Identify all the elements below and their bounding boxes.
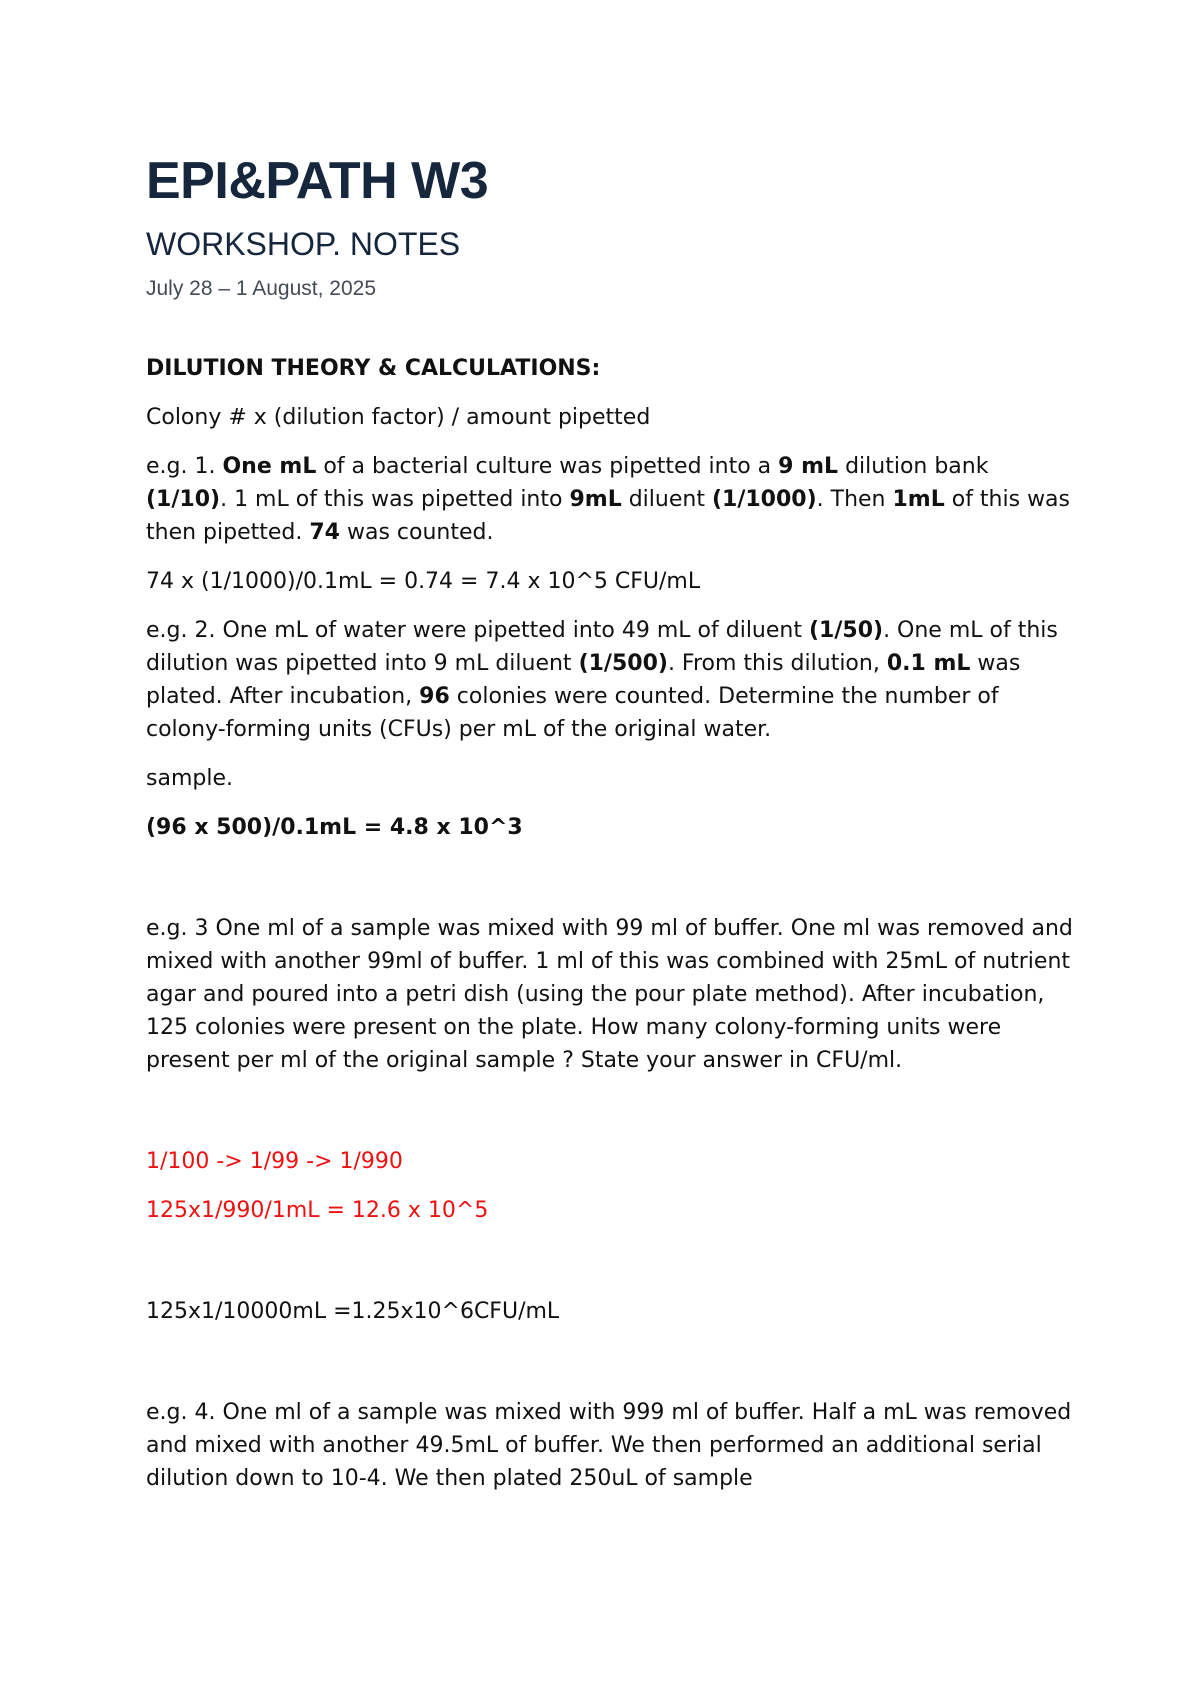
eg2-text: e.g. 2. One mL of water were pipetted into 49 mL of diluent [146, 618, 809, 643]
eg1-text: of a bacterial culture was pipetted into a [316, 454, 779, 479]
example-2-sample: sample. [146, 766, 233, 791]
example-2-paragraph [146, 614, 1076, 746]
eg1-text: was counted. [339, 520, 494, 545]
eg2-text: . From this dilution, [667, 651, 887, 676]
eg1-bold: 9mL [569, 487, 622, 512]
eg2-text: was plated. After incubation, [146, 651, 1021, 709]
eg1-text: e.g. 1. [146, 454, 223, 479]
eg2-bold: (1/50) [808, 618, 884, 643]
eg1-bold: 74 [309, 520, 340, 545]
document-content [146, 150, 1076, 1495]
eg1-text: . 1 mL of this was pipetted into [220, 487, 570, 512]
example-1-paragraph [146, 450, 1076, 549]
document-title: EPI&PATH W3 [146, 152, 489, 210]
eg2-text: . One mL of this dilution was pipetted into 9 mL diluent [146, 618, 1058, 676]
example-3-paragraph: e.g. 3 One ml of a sample was mixed with 99 ml of buffer. One ml was removed and mixed with another 99ml of buffer. 1 ml of this was combined with 25mL of nutrient agar and poured into a petri dish (using the pour plate method). After incubation, 125 colonies were present on the plate. How many colony-forming units were present per ml of the original sample ? State your answer in CFU/ml. [146, 916, 1073, 1073]
eg2-text: colonies were counted. Determine the number of colony-forming units (CFUs) per mL of the original water. [146, 684, 999, 742]
eg2-bold: 96 [419, 684, 450, 709]
eg1-text: . Then [816, 487, 893, 512]
eg1-bold: (1/10) [146, 487, 221, 512]
formula-text: Colony # x (dilution factor) / amount pipetted [146, 405, 651, 430]
example-1-calculation: 74 x (1/1000)/0.1mL = 0.74 = 7.4 x 10^5 CFU/mL [146, 569, 701, 594]
example-3-answer: 125x1/10000mL =1.25x10^6CFU/mL [146, 1299, 560, 1324]
example-2-answer: (96 x 500)/0.1mL = 4.8 x 10^3 [146, 815, 523, 840]
example-3-red-line-1: 1/100 -> 1/99 -> 1/990 [146, 1149, 403, 1174]
example-4-paragraph: e.g. 4. One ml of a sample was mixed with 999 ml of buffer. Half a mL was removed and mixed with another 49.5mL of buffer. We then performed an additional serial dilution down to 10-4. We then plated 250uL of sample [146, 1400, 1072, 1491]
document-subtitle: WORKSHOP. NOTES [146, 226, 461, 262]
eg2-bold: (1/500) [578, 651, 668, 676]
eg2-bold: 0.1 mL [886, 651, 971, 676]
eg1-bold: One mL [222, 454, 317, 479]
example-3-red-line-2: 125x1/990/1mL = 12.6 x 10^5 [146, 1198, 489, 1223]
eg1-bold: 9 mL [778, 454, 839, 479]
eg1-bold: 1mL [892, 487, 945, 512]
section-heading: DILUTION THEORY & CALCULATIONS: [146, 356, 601, 381]
eg1-text: of this was then pipetted. [146, 487, 1070, 545]
eg1-text: diluent [621, 487, 712, 512]
eg1-text: dilution bank [838, 454, 989, 479]
document-date: July 28 – 1 August, 2025 [146, 277, 377, 300]
eg1-bold: (1/1000) [711, 487, 817, 512]
